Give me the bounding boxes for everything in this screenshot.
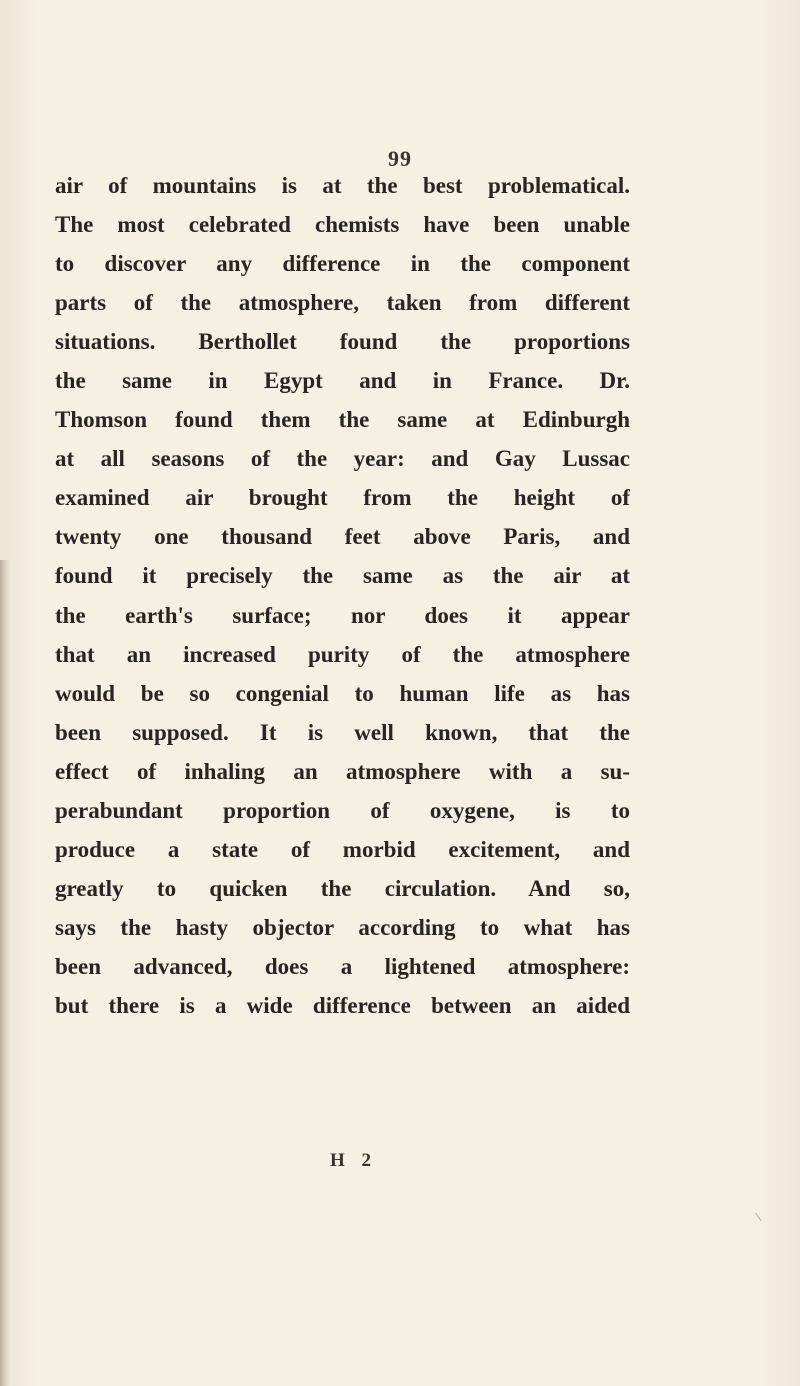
text-line: at all seasons of the year: and Gay Lussac (55, 446, 630, 472)
text-line: The most celebrated chemists have been unable (55, 212, 630, 238)
text-line: parts of the atmosphere, taken from different (55, 290, 630, 316)
signature-mark: H 2 (330, 1150, 378, 1171)
text-line: been supposed. It is well known, that the (55, 719, 630, 745)
page-number: 99 (388, 146, 412, 171)
text-line: but there is a wide difference between an aided (55, 992, 630, 1018)
text-line: found it precisely the same as the air at (55, 563, 630, 589)
text-line: that an increased purity of the atmosphere (55, 641, 630, 667)
text-line: produce a state of morbid excitement, and (55, 836, 630, 862)
body-text (55, 166, 630, 1025)
text-line: effect of inhaling an atmosphere with a su- (55, 758, 630, 784)
text-line: would be so congenial to human life as has (55, 680, 630, 706)
text-line: perabundant proportion of oxygene, is to (55, 797, 630, 823)
text-line: been advanced, does a lightened atmosphere: (55, 953, 630, 979)
text-line: says the hasty objector according to what has (55, 914, 630, 940)
text-line: to discover any difference in the component (55, 251, 630, 277)
text-line: greatly to quicken the circulation. And so, (55, 875, 630, 901)
text-line: Thomson found them the same at Edinburgh (55, 407, 630, 433)
text-line: twenty one thousand feet above Paris, and (55, 524, 630, 550)
text-line: the earth's surface; nor does it appear (55, 602, 630, 628)
paper-speck (755, 1213, 762, 1222)
text-line: air of mountains is at the best problematical. (55, 173, 630, 198)
text-line: the same in Egypt and in France. Dr. (55, 368, 630, 394)
binding-shadow (0, 560, 10, 1386)
text-line: examined air brought from the height of (55, 485, 630, 511)
text-line: situations. Berthollet found the proportions (55, 329, 630, 355)
